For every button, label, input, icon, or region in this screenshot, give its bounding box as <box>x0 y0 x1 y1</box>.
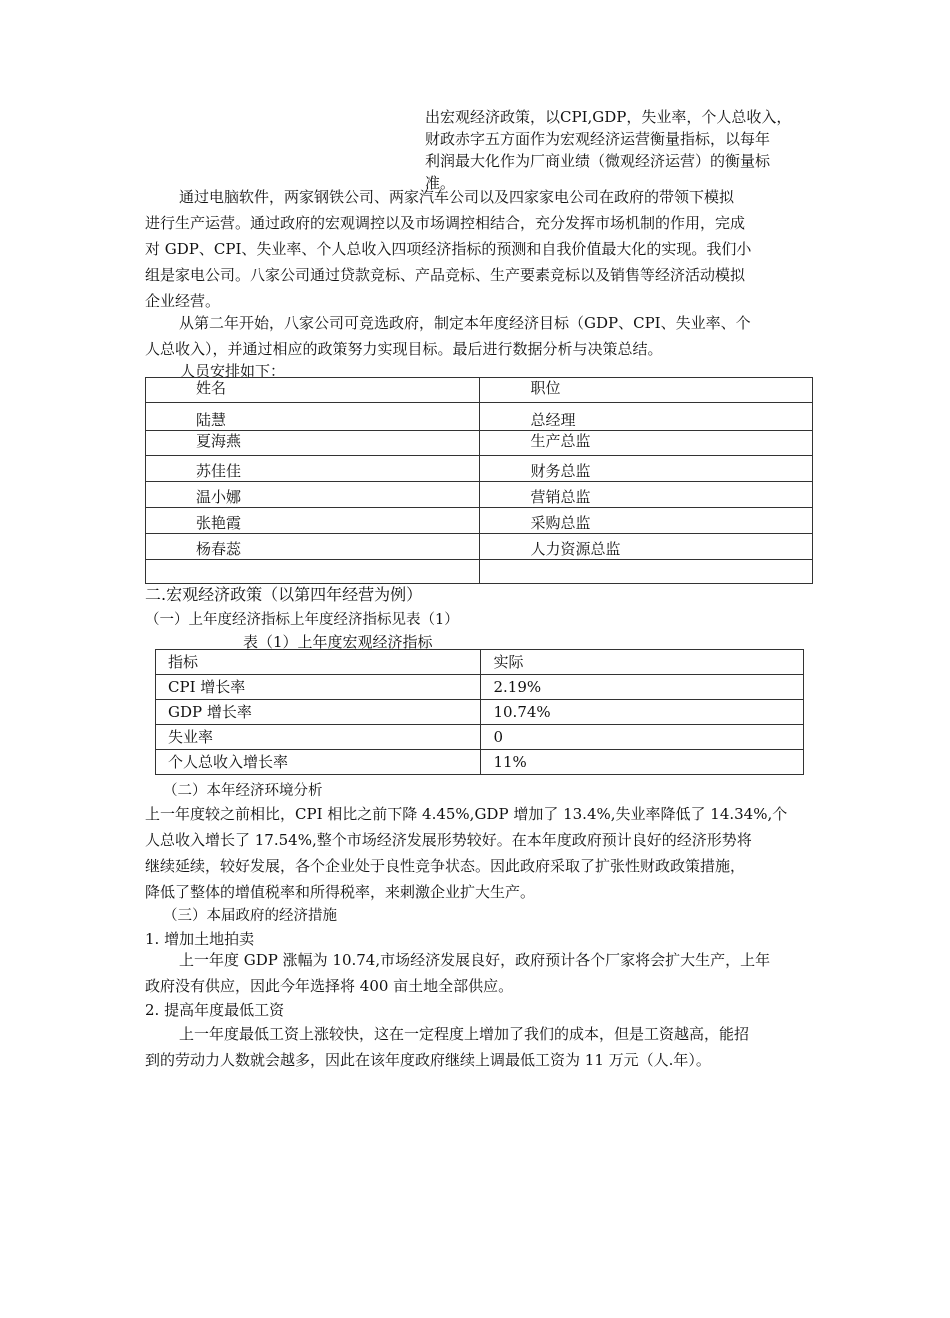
para-line: 降低了整体的增值税率和所得税率，来刺激企业扩大生产。 <box>145 883 536 901</box>
paragraph-simulation <box>145 184 815 314</box>
subsection-1-title: （一）上年度经济指标上年度经济指标见表（1） <box>145 612 459 628</box>
cell-position: 采购总监 <box>480 508 813 534</box>
para-line: 政府没有供应，因此今年选择将 400 亩土地全部供应。 <box>145 977 514 995</box>
header-actual: 实际 <box>481 650 804 675</box>
table-row <box>156 750 804 775</box>
cell-name <box>146 560 480 584</box>
measure-2-title: 2. 提高年度最低工资 <box>145 1001 285 1019</box>
cell-indicator: GDP 增长率 <box>156 700 481 725</box>
indicator-table <box>155 649 804 775</box>
para-line: 上一年度 GDP 涨幅为 10.74,市场经济发展良好，政府预计各个厂家将会扩大生产，上年 <box>179 951 771 969</box>
cell-name: 杨春蕊 <box>146 534 480 560</box>
para-line: 上一年度最低工资上涨较快，这在一定程度上增加了我们的成本，但是工资越高，能招 <box>179 1025 750 1043</box>
para-line: 到的劳动力人数就会越多，因此在该年度政府继续上调最低工资为 11 万元（人.年）。 <box>145 1051 711 1069</box>
para-line: 进行生产运营。通过政府的宏观调控以及市场调控相结合，充分发挥市场机制的作用，完成 <box>145 214 746 232</box>
cell-name: 夏海燕 <box>146 431 480 456</box>
cell-actual: 0 <box>481 725 804 750</box>
para-line: 人总收入），并通过相应的政策努力实现目标。最后进行数据分析与决策总结。 <box>145 340 663 358</box>
cell-position: 总经理 <box>480 403 813 431</box>
section-2-title: 二.宏观经济政策（以第四年经营为例） <box>145 585 423 604</box>
cell-actual: 11% <box>481 750 804 775</box>
cell-name: 陆慧 <box>146 403 480 431</box>
paragraph-government <box>145 310 815 362</box>
header-name: 姓名 <box>146 378 480 403</box>
staff-table <box>145 377 813 584</box>
cell-actual: 2.19% <box>481 675 804 700</box>
cell-indicator: 个人总收入增长率 <box>156 750 481 775</box>
measure-1-text <box>145 947 815 999</box>
cell-indicator: CPI 增长率 <box>156 675 481 700</box>
table-row <box>146 560 813 584</box>
cell-indicator: 失业率 <box>156 725 481 750</box>
cell-name: 张艳霞 <box>146 508 480 534</box>
cell-position: 生产总监 <box>480 431 813 456</box>
cell-position: 营销总监 <box>480 482 813 508</box>
cell-name: 温小娜 <box>146 482 480 508</box>
table-row <box>146 403 813 431</box>
para-line: 继续延续，较好发展，各个企业处于良性竞争状态。因此政府采取了扩张性财政政策措施， <box>145 857 746 875</box>
intro-line: 利润最大化作为厂商业绩（微观经济运营）的衡量标 <box>425 152 771 170</box>
paragraph-environment <box>145 801 815 905</box>
cell-position: 财务总监 <box>480 456 813 482</box>
subsection-3-title: （三）本届政府的经济措施 <box>163 908 337 924</box>
table-header-row <box>156 650 804 675</box>
para-line: 上一年度较之前相比，CPI 相比之前下降 4.45%,GDP 增加了 13.4%,失业率降低了 14.34%,个 <box>145 805 788 823</box>
measure-2-text <box>145 1021 815 1073</box>
header-position: 职位 <box>480 378 813 403</box>
subsection-2-title: （二）本年经济环境分析 <box>163 783 323 799</box>
table-row <box>146 482 813 508</box>
para-line: 组是家电公司。八家公司通过贷款竞标、产品竞标、生产要素竞标以及销售等经济活动模拟 <box>145 266 746 284</box>
table-row <box>146 508 813 534</box>
measure-1-title: 1. 增加土地拍卖 <box>145 930 255 948</box>
para-line: 人总收入增长了 17.54%,整个市场经济发展形势较好。在本年度政府预计良好的经济形势将 <box>145 831 752 849</box>
table-row <box>156 675 804 700</box>
para-line: 企业经营。 <box>145 292 221 310</box>
staff-intro: 人员安排如下： <box>180 362 286 380</box>
para-line: 从第二年开始，八家公司可竞选政府，制定本年度经济目标（GDP、CPI、失业率、个 <box>179 314 751 332</box>
intro-line: 财政赤字五方面作为宏观经济运营衡量指标，以每年 <box>425 130 771 148</box>
table-caption: 表（1）上年度宏观经济指标 <box>243 633 433 651</box>
para-line: 通过电脑软件，两家钢铁公司、两家汽车公司以及四家家电公司在政府的带领下模拟 <box>179 188 735 206</box>
cell-name: 苏佳佳 <box>146 456 480 482</box>
table-row <box>156 725 804 750</box>
cell-position: 人力资源总监 <box>480 534 813 560</box>
para-line: 对 GDP、CPI、失业率、个人总收入四项经济指标的预测和自我价值最大化的实现。我们小 <box>145 240 752 258</box>
header-indicator: 指标 <box>156 650 481 675</box>
cell-position <box>480 560 813 584</box>
intro-line: 准。 <box>425 174 456 192</box>
cell-actual: 10.74% <box>481 700 804 725</box>
intro-text-block <box>425 106 791 194</box>
table-row <box>156 700 804 725</box>
table-header-row <box>146 378 813 403</box>
table-row <box>146 431 813 456</box>
intro-line: 出宏观经济政策，以CPI,GDP，失业率，个人总收入， <box>425 108 792 126</box>
table-row <box>146 534 813 560</box>
table-row <box>146 456 813 482</box>
